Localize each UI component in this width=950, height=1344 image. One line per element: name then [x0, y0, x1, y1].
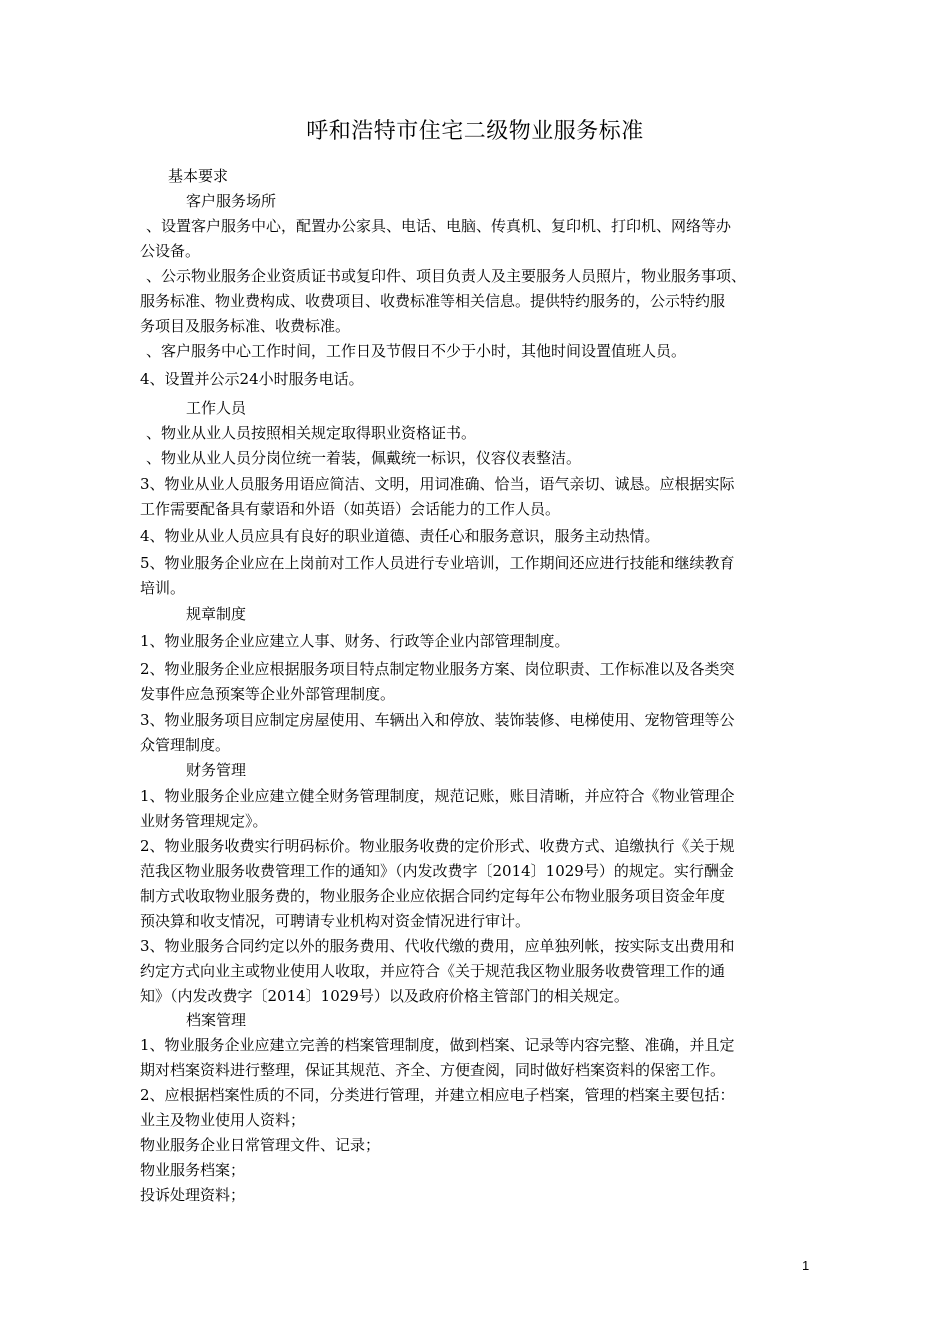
paragraph-line: 1、物业服务企业应建立人事、财务、行政等企业内部管理制度。	[140, 632, 570, 650]
list-item: 物业服务企业日常管理文件、记录；	[140, 1136, 381, 1154]
paragraph-line: 务项目及服务标准、收费标准。	[140, 317, 351, 335]
paragraph-line: 范我区物业服务收费管理工作的通知》（内发改费字〔2014〕1029号）的规定。实行酬金	[140, 862, 734, 880]
paragraph-line: 业财务管理规定》。	[140, 812, 268, 830]
list-item: 投诉处理资料；	[140, 1186, 246, 1204]
paragraph-line: 、客户服务中心工作时间，工作日及节假日不少于小时，其他时间设置值班人员。	[146, 342, 687, 360]
paragraph-line: 4、设置并公示24小时服务电话。	[140, 370, 364, 388]
paragraph-line: 1、物业服务企业应建立健全财务管理制度，规范记账，账目清晰，并应符合《物业管理企	[140, 787, 735, 805]
subsection-heading: 客户服务场所	[186, 192, 277, 210]
paragraph-line: 、公示物业服务企业资质证书或复印件、项目负责人及主要服务人员照片，物业服务事项、	[146, 267, 747, 285]
paragraph-line: 2、应根据档案性质的不同，分类进行管理，并建立相应电子档案，管理的档案主要包括：	[140, 1086, 735, 1104]
paragraph-line: 制方式收取物业服务费的，物业服务企业应依据合同约定每年公布物业服务项目资金年度	[140, 887, 726, 905]
paragraph-line: 2、物业服务企业应根据服务项目特点制定物业服务方案、岗位职责、工作标准以及各类突	[140, 660, 735, 678]
paragraph-line: 3、物业服务项目应制定房屋使用、车辆出入和停放、装饰装修、电梯使用、宠物管理等公	[140, 711, 735, 729]
paragraph-line: 约定方式向业主或物业使用人收取，并应符合《关于规范我区物业服务收费管理工作的通	[140, 962, 726, 980]
section-heading: 基本要求	[168, 167, 229, 185]
paragraph-line: 公设备。	[140, 242, 201, 260]
list-item: 业主及物业使用人资料；	[140, 1111, 306, 1129]
paragraph-line: 期对档案资料进行整理，保证其规范、齐全、方便查阅，同时做好档案资料的保密工作。	[140, 1061, 726, 1079]
paragraph-line: 1、物业服务企业应建立完善的档案管理制度，做到档案、记录等内容完整、准确，并且定	[140, 1036, 735, 1054]
paragraph-line: 预决算和收支情况，可聘请专业机构对资金情况进行审计。	[140, 912, 531, 930]
subsection-heading: 规章制度	[186, 605, 247, 623]
page-number: 1	[802, 1258, 810, 1273]
list-item: 物业服务档案；	[140, 1161, 246, 1179]
paragraph-line: 、物业从业人员分岗位统一着装，佩戴统一标识，仪容仪表整洁。	[146, 449, 582, 467]
subsection-heading: 财务管理	[186, 761, 247, 779]
paragraph-line: 4、物业从业人员应具有良好的职业道德、责任心和服务意识，服务主动热情。	[140, 527, 660, 545]
paragraph-line: 发事件应急预案等企业外部管理制度。	[140, 685, 396, 703]
paragraph-line: 工作需要配备具有蒙语和外语（如英语）会话能力的工作人员。	[140, 500, 561, 518]
paragraph-line: 3、物业从业人员服务用语应简洁、文明，用词准确、恰当，语气亲切、诚恳。应根据实际	[140, 475, 735, 493]
paragraph-line: 3、物业服务合同约定以外的服务费用、代收代缴的费用，应单独列帐，按实际支出费用和	[140, 937, 735, 955]
paragraph-line: 培训。	[140, 579, 186, 597]
paragraph-line: 知》（内发改费字〔2014〕1029号）以及政府价格主管部门的相关规定。	[140, 987, 629, 1005]
paragraph-line: 、设置客户服务中心，配置办公家具、电话、电脑、传真机、复印机、打印机、网络等办	[146, 217, 732, 235]
paragraph-line: 2、物业服务收费实行明码标价。物业服务收费的定价形式、收费方式、追缴执行《关于规	[140, 837, 735, 855]
paragraph-line: 服务标准、物业费构成、收费项目、收费标准等相关信息。提供特约服务的，公示特约服	[140, 292, 726, 310]
subsection-heading: 档案管理	[186, 1011, 247, 1029]
subsection-heading: 工作人员	[186, 399, 247, 417]
paragraph-line: 5、物业服务企业应在上岗前对工作人员进行专业培训，工作期间还应进行技能和继续教育	[140, 554, 735, 572]
document-title: 呼和浩特市住宅二级物业服务标准	[306, 119, 644, 144]
paragraph-line: 、物业从业人员按照相关规定取得职业资格证书。	[146, 424, 477, 442]
paragraph-line: 众管理制度。	[140, 736, 231, 754]
